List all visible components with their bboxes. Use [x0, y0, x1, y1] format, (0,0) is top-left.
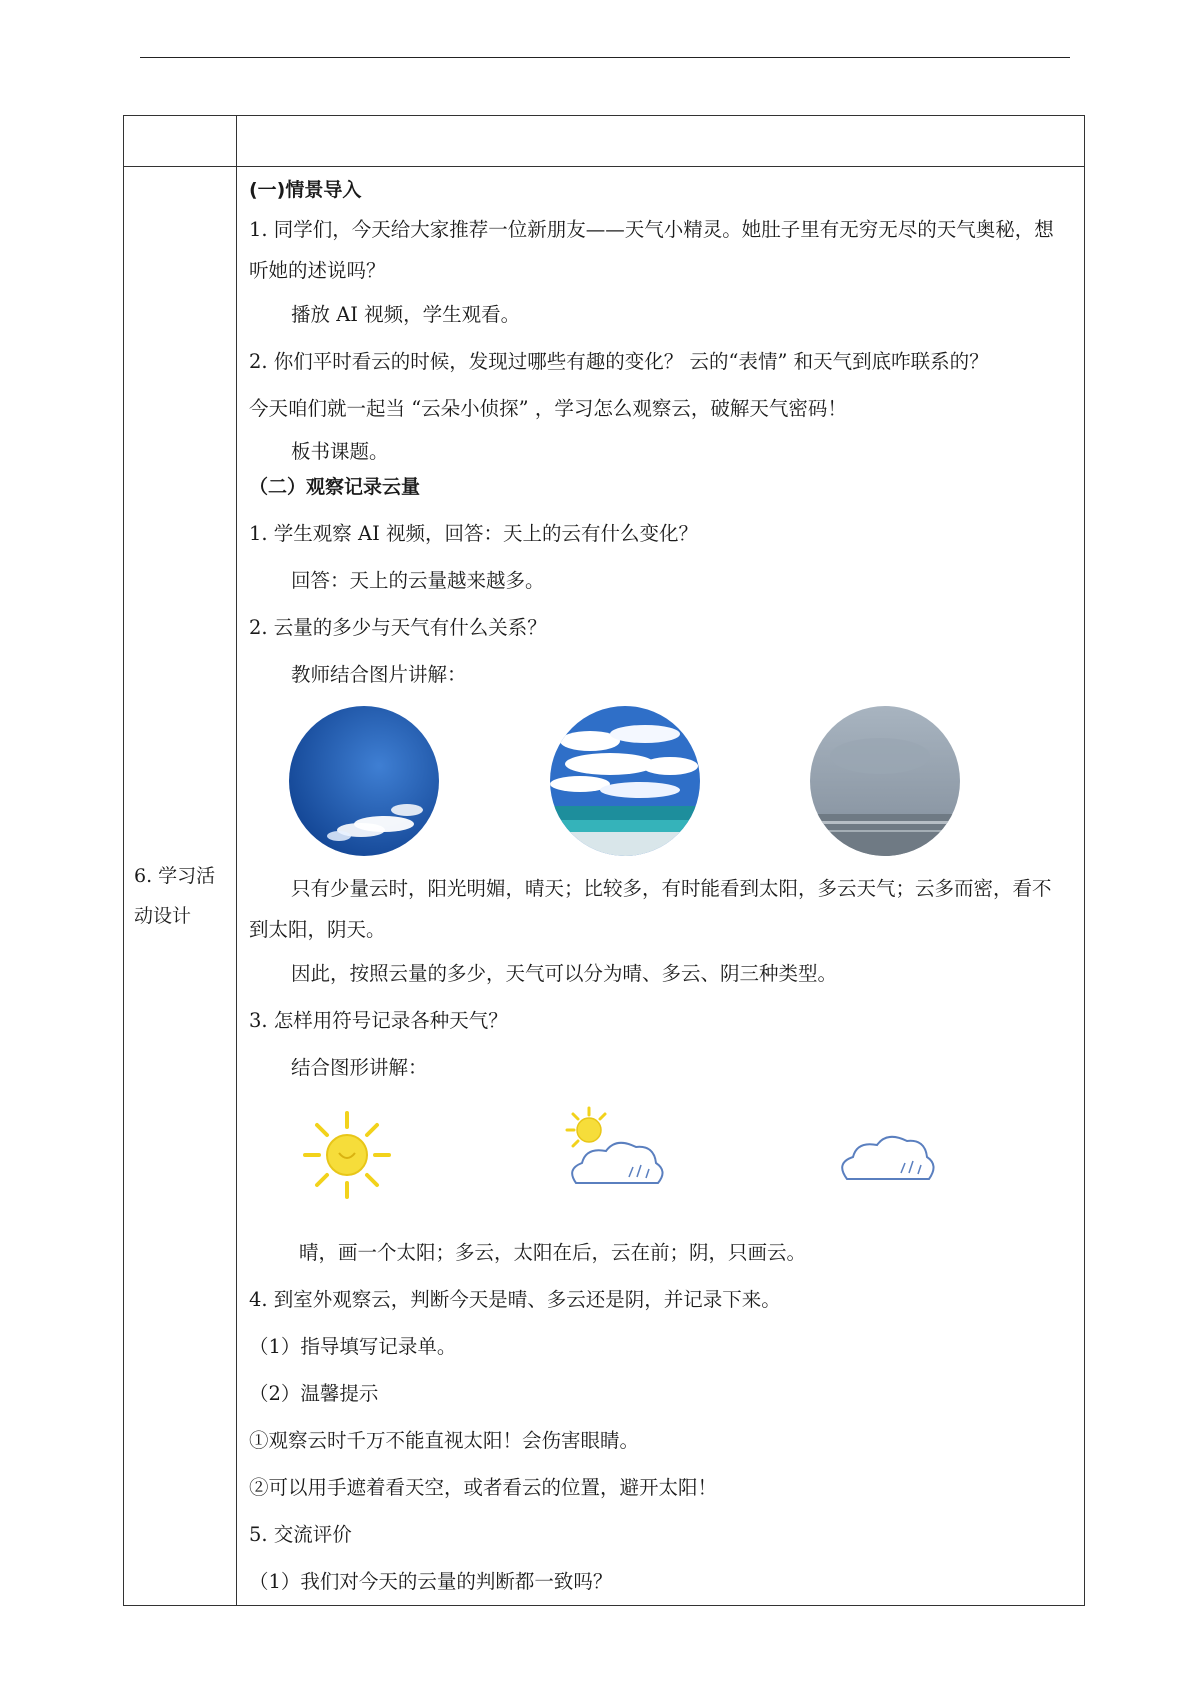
paragraph: 2. 你们平时看云的时候，发现过哪些有趣的变化？ 云的“表情” 和天气到底咋联系的？	[249, 350, 989, 373]
row-label-line-2: 动设计	[134, 905, 192, 927]
sun-behind-cloud-icon	[561, 1105, 671, 1205]
section-heading-scene-intro: (一)情景导入	[249, 179, 362, 201]
paragraph: （1）指导填写记录单。	[249, 1335, 457, 1358]
sun-icon	[297, 1105, 397, 1205]
paragraph: ②可以用手遮着看天空，或者看云的位置，避开太阳！	[249, 1476, 718, 1499]
paragraph: 板书课题。	[291, 440, 389, 463]
paragraph: 只有少量云时，阳光明媚，晴天；比较多，有时能看到太阳，多云天气；云多而密，看不到太阳，阴天。	[249, 877, 1052, 941]
overcast-sky-photo	[810, 706, 960, 856]
header-rule	[140, 57, 1070, 58]
paragraph: 5. 交流评价	[249, 1523, 352, 1546]
empty-cell-left	[124, 116, 237, 167]
paragraph: ①观察云时千万不能直视太阳！会伤害眼睛。	[249, 1429, 640, 1452]
paragraph: 1. 学生观察 AI 视频，回答：天上的云有什么变化？	[249, 522, 698, 545]
paragraph: 3. 怎样用符号记录各种天气？	[249, 1009, 508, 1032]
paragraph: 回答：天上的云量越来越多。	[291, 569, 545, 592]
empty-cell-right	[237, 116, 1085, 167]
paragraph: 今天咱们就一起当 “云朵小侦探” ，学习怎么观察云，破解天气密码！	[249, 397, 847, 420]
paragraph: （1）我们对今天的云量的判断都一致吗？	[249, 1570, 613, 1593]
sunny-sky-photo	[289, 706, 439, 856]
cloud-icon	[835, 1105, 945, 1205]
paragraph: 播放 AI 视频，学生观看。	[291, 303, 521, 326]
paragraph: 晴，画一个太阳；多云，太阳在后，云在前；阴，只画云。	[299, 1241, 807, 1264]
paragraph: 教师结合图片讲解：	[291, 663, 467, 686]
paragraph: 4. 到室外观察云，判断今天是晴、多云还是阴，并记录下来。	[249, 1288, 781, 1311]
paragraph: 2. 云量的多少与天气有什么关系？	[249, 616, 547, 639]
paragraph: 因此，按照云量的多少，天气可以分为晴、多云、阴三种类型。	[291, 962, 838, 985]
lesson-plan-table	[123, 115, 1085, 1606]
cloudy-sky-photo	[550, 706, 700, 856]
table-row-empty	[124, 116, 1085, 167]
paragraph: 1. 同学们，今天给大家推荐一位新朋友——天气小精灵。她肚子里有无穷无尽的天气奥秘，想听她的述说吗？	[249, 218, 1054, 282]
activity-content-cell	[237, 167, 1085, 1606]
row-label-cell	[124, 167, 237, 1606]
paragraph: 结合图形讲解：	[291, 1056, 428, 1079]
table-row-activity	[124, 167, 1085, 1606]
sky-photo-row	[249, 706, 1070, 862]
weather-symbol-row	[249, 1105, 1070, 1215]
section-heading-cloud-observation: （二）观察记录云量	[249, 476, 421, 498]
paragraph: （2）温馨提示	[249, 1382, 379, 1405]
row-label-line-1: 6. 学习活	[134, 865, 216, 887]
